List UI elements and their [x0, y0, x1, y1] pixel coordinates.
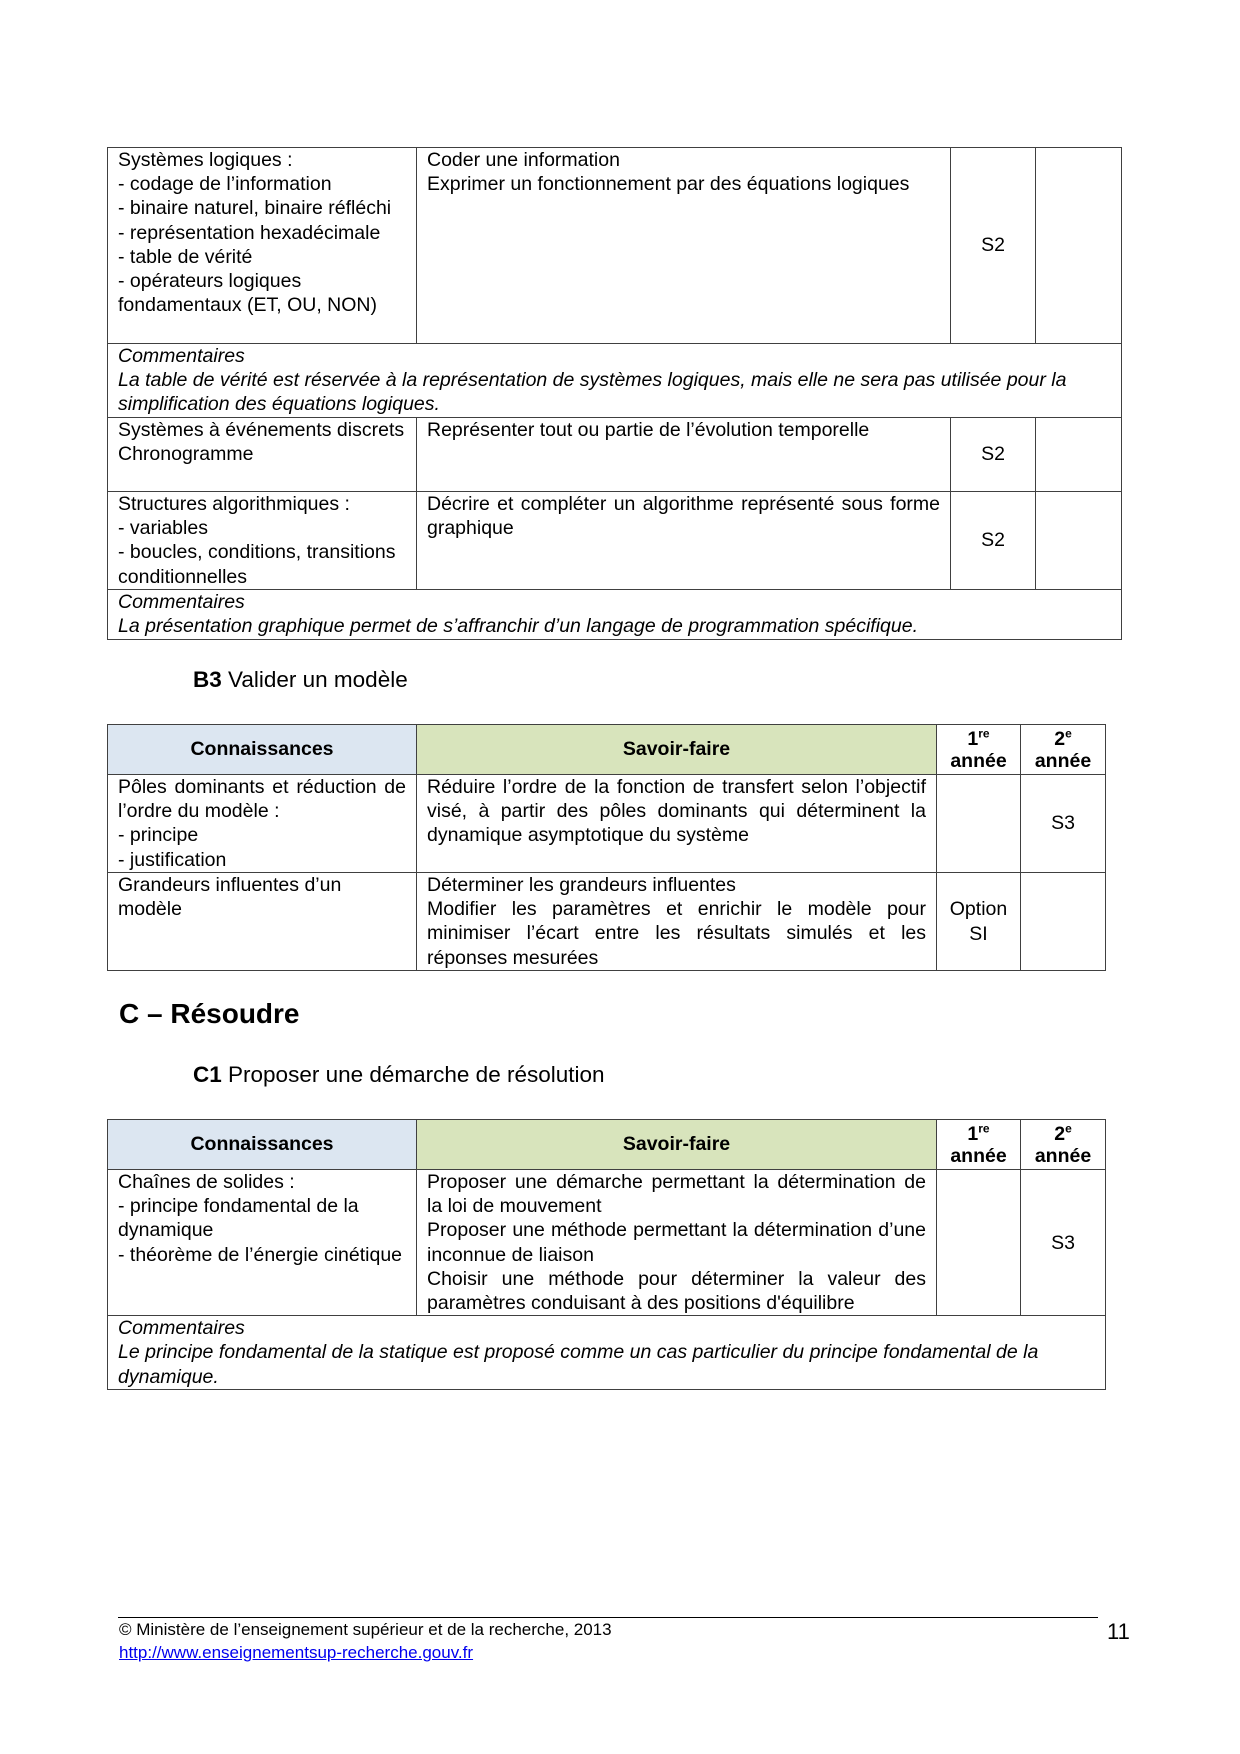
year2-cell — [1036, 148, 1122, 344]
year2-cell — [1036, 492, 1122, 590]
comment-cell — [108, 344, 1122, 418]
year2-cell — [1036, 418, 1122, 492]
skills-cell: Proposer une démarche permettant la détermination de la loi de mouvement Proposer une méthode permettant la détermination d’une inconnue de liaison Choisir une méthode pour déterminer la valeur des paramètres conduisant à des positions d'équilibre — [417, 1170, 937, 1316]
year1-cell — [937, 775, 1021, 873]
table-row — [108, 418, 1122, 492]
header-year2: 2e année — [1021, 1120, 1106, 1170]
skills-cell: Déterminer les grandeurs influentes Modifier les paramètres et enrichir le modèle pour minimiser l’écart entre les résultats simulés et les réponses mesurées — [417, 873, 937, 971]
year2-cell — [1021, 873, 1106, 971]
comment-text: Le principe fondamental de la statique est proposé comme un cas particulier du principe fondamental de la dynamique. — [118, 1341, 1039, 1388]
table-header-row — [108, 1120, 1106, 1170]
table-b3 — [107, 724, 1106, 971]
header-savoir-faire: Savoir-faire — [417, 1120, 937, 1170]
subsection-title: Valider un modèle — [228, 667, 408, 692]
table-row — [108, 775, 1106, 873]
subsection-code: B3 — [193, 667, 222, 692]
table-header-row — [108, 725, 1106, 775]
comment-row — [108, 590, 1122, 640]
skills-cell: Représenter tout ou partie de l’évolution temporelle — [417, 418, 951, 492]
knowledge-cell: Structures algorithmiques : - variables - boucles, conditions, transitions conditionnelles — [108, 492, 417, 590]
table-row — [108, 148, 1122, 344]
knowledge-cell: Grandeurs influentes d’un modèle — [108, 873, 417, 971]
year2-cell: S3 — [1021, 1170, 1106, 1316]
subsection-code: C1 — [193, 1062, 222, 1087]
comment-title: Commentaires — [118, 345, 245, 367]
year1-cell: S2 — [951, 418, 1036, 492]
comment-text: La table de vérité est réservée à la représentation de systèmes logiques, mais elle ne sera pas utilisée pour la simplification des équations logiques. — [118, 369, 1067, 416]
comment-cell — [108, 1316, 1106, 1390]
knowledge-cell: Systèmes à événements discrets Chronogramme — [108, 418, 417, 492]
header-year2: 2e année — [1021, 725, 1106, 775]
subsection-heading-b3 — [193, 667, 408, 693]
header-connaissances: Connaissances — [108, 1120, 417, 1170]
comment-text: La présentation graphique permet de s’affranchir d’un langage de programmation spécifique. — [118, 615, 919, 638]
knowledge-cell: Chaînes de solides : - principe fondamental de la dynamique - théorème de l’énergie cinétique — [108, 1170, 417, 1316]
comment-title: Commentaires — [118, 1317, 245, 1340]
comment-title: Commentaires — [118, 591, 245, 613]
comment-cell — [108, 590, 1122, 640]
table-row — [108, 873, 1106, 971]
skills-cell: Réduire l’ordre de la fonction de transfert selon l’objectif visé, à partir des pôles dominants qui déterminent la dynamique asymptotique du système — [417, 775, 937, 873]
subsection-heading-c1 — [193, 1062, 605, 1088]
page-number: 11 — [1107, 1619, 1130, 1644]
year1-cell: S2 — [951, 148, 1036, 344]
subsection-title: Proposer une démarche de résolution — [228, 1062, 605, 1087]
year1-cell — [937, 1170, 1021, 1316]
knowledge-cell: Pôles dominants et réduction de l’ordre du modèle : - principe - justification — [108, 775, 417, 873]
header-connaissances: Connaissances — [108, 725, 417, 775]
footer-url-link[interactable]: http://www.enseignementsup-recherche.gouv.fr — [119, 1643, 474, 1662]
footer-copyright: © Ministère de l’enseignement supérieur et de la recherche, 2013 — [119, 1620, 612, 1639]
comment-row — [108, 344, 1122, 418]
year2-cell: S3 — [1021, 775, 1106, 873]
table-logic-systems — [107, 147, 1122, 640]
year1-cell: S2 — [951, 492, 1036, 590]
skills-cell: Décrire et compléter un algorithme représenté sous forme graphique — [417, 492, 951, 590]
header-year1: 1re année — [937, 725, 1021, 775]
footer-divider — [118, 1617, 1098, 1618]
header-year1: 1re année — [937, 1120, 1021, 1170]
table-c1 — [107, 1119, 1106, 1390]
header-savoir-faire: Savoir-faire — [417, 725, 937, 775]
knowledge-cell: Systèmes logiques : - codage de l’information - binaire naturel, binaire réfléchi - représentation hexadécimale - table de vérité - opérateurs logiques fondamentaux (ET, OU, NON) — [108, 148, 417, 344]
comment-row — [108, 1316, 1106, 1390]
skills-cell: Coder une information Exprimer un fonctionnement par des équations logiques — [417, 148, 951, 344]
footer-link-wrap — [119, 1643, 473, 1663]
year1-cell: Option SI — [937, 873, 1021, 971]
table-row — [108, 492, 1122, 590]
section-title: C – Résoudre — [119, 998, 300, 1029]
table-row — [108, 1170, 1106, 1316]
